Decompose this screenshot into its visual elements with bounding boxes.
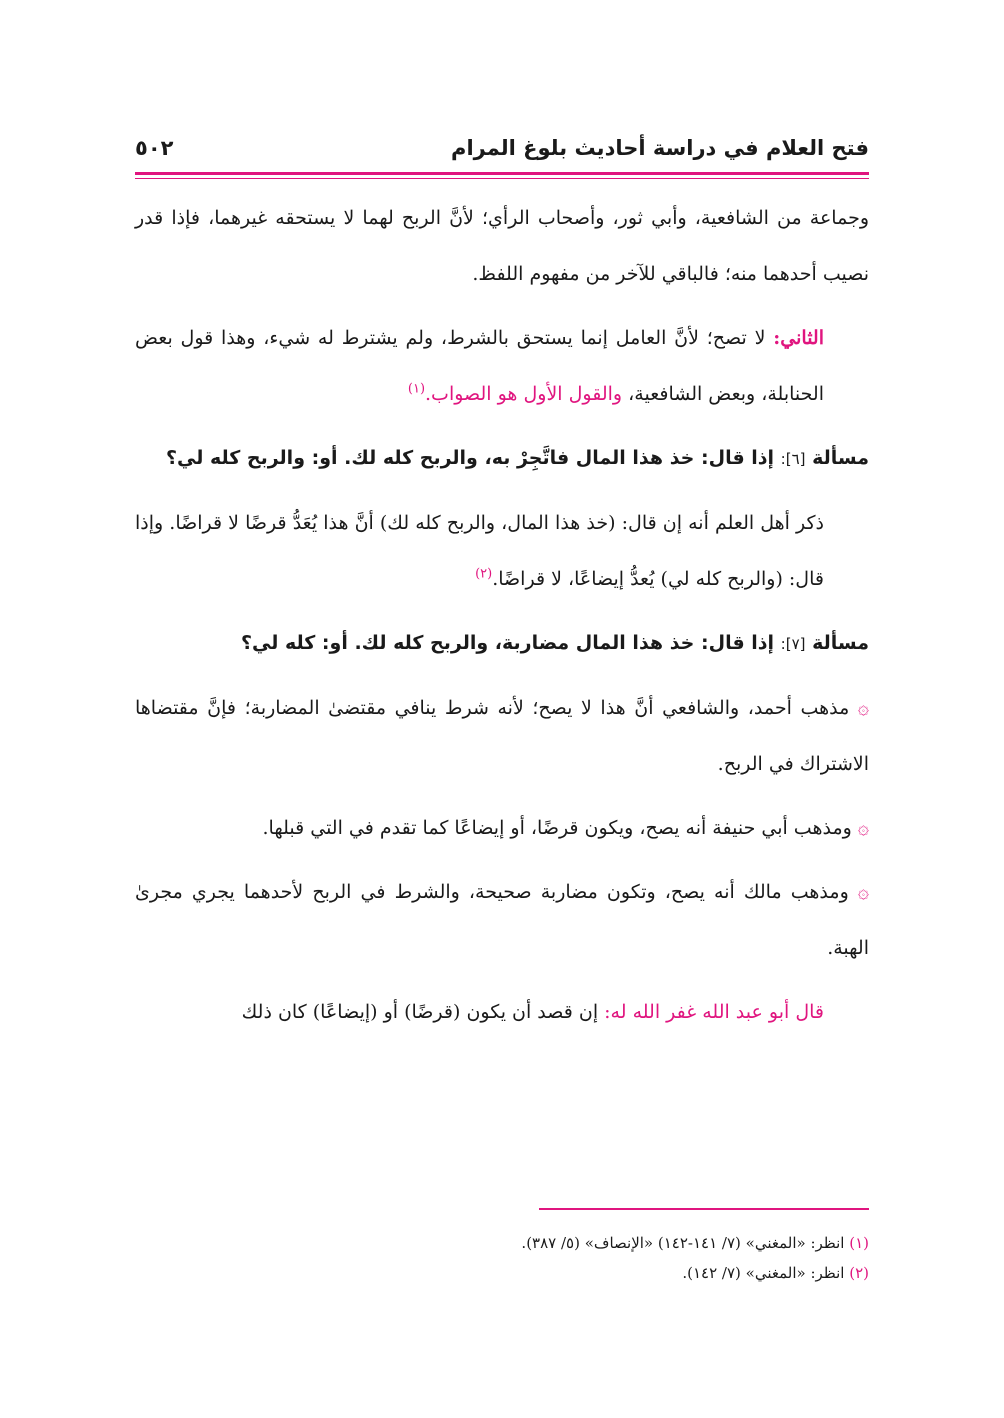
paragraph-text: ذكر أهل العلم أنه إن قال: (خذ هذا المال، والربح كله لك) أنَّ هذا يُعَدُّ قرضًا لا قراضًا. وإذا قال: (والربح كله لي) يُعدُّ إيضاعًا، لا قراضًا. — [135, 512, 824, 590]
footnote-number: (١) — [849, 1234, 869, 1252]
paragraph-second-opinion — [135, 310, 869, 422]
footnote-number: (٢) — [849, 1264, 869, 1282]
question-label: مسألة — [812, 632, 869, 654]
footnote-2 — [135, 1258, 869, 1288]
footnote-separator — [539, 1208, 869, 1210]
bullet-item-ahmad — [135, 680, 869, 792]
paragraph-author-opinion — [135, 984, 869, 1040]
footnote-ref-1[interactable]: (١) — [407, 381, 426, 397]
second-opinion-text: لا تصح؛ لأنَّ العامل إنما يستحق بالشرط، ولم يشترط له شيء، وهذا قول بعض الحنابلة، وبعض الشافعية، — [135, 327, 824, 405]
paragraph-text: وجماعة من الشافعية، وأبي ثور، وأصحاب الرأي؛ لأنَّ الربح لهما لا يستحقه غيرهما، فإذا قدر نصيب أحدهما منه؛ فالباقي للآخر من مفهوم اللفظ. — [135, 207, 869, 285]
flower-bullet-icon: ۞ — [857, 881, 869, 903]
question-text: إذا قال: خذ هذا المال مضاربة، والربح كله لك. أو: كله لي؟ — [240, 632, 781, 654]
bullet-text: ومذهب أبي حنيفة أنه يصح، ويكون قرضًا، أو إيضاعًا كما تقدم في التي قبلها. — [262, 817, 858, 839]
paragraph-continued — [135, 190, 869, 302]
preferred-opinion-text: والقول الأول هو الصواب. — [425, 383, 623, 405]
question-text: إذا قال: خذ هذا المال فاتَّجِرْ به، والربح كله لك. أو: والربح كله لي؟ — [165, 447, 781, 469]
paragraph-text: إن قصد أن يكون (قرضًا) أو (إيضاعًا) كان ذلك — [241, 1001, 605, 1023]
question-heading-7 — [135, 615, 869, 672]
bullet-text: ومذهب مالك أنه يصح، وتكون مضاربة صحيحة، والشرط في الربح لأحدهما يجري مجرىٰ الهبة. — [135, 881, 869, 959]
question-number: [٧]: — [780, 635, 806, 653]
footnote-ref-2[interactable]: (٢) — [475, 566, 493, 582]
main-text — [135, 190, 869, 1048]
bullet-text: مذهب أحمد، والشافعي أنَّ هذا لا يصح؛ لأنه شرط ينافي مقتضىٰ المضاربة؛ فإنَّ مقتضاها الاشتراك في الربح. — [135, 697, 869, 775]
header-rule-thin — [135, 178, 869, 179]
author-attribution: قال أبو عبد الله غفر الله له: — [604, 1001, 824, 1023]
page-number: ٥٠٢ — [135, 136, 174, 160]
page-header — [135, 128, 869, 168]
header-rule-thick — [135, 172, 869, 175]
paragraph-answer-6 — [135, 495, 869, 607]
bullet-item-malik — [135, 864, 869, 976]
footnotes — [135, 1228, 869, 1288]
book-title: فتح العلام في دراسة أحاديث بلوغ المرام — [451, 136, 869, 160]
flower-bullet-icon: ۞ — [857, 697, 869, 719]
footnote-text: انظر: «المغني» (٧/ ١٤٢). — [682, 1264, 850, 1282]
question-heading-6 — [135, 430, 869, 487]
second-opinion-label: الثاني: — [773, 327, 824, 349]
question-number: [٦]: — [780, 450, 806, 468]
question-label: مسألة — [812, 447, 869, 469]
bullet-item-abu-hanifa — [135, 800, 869, 856]
footnote-text: انظر: «المغني» (٧/ ١٤١-١٤٢) «الإنصاف» (٥/ ٣٨٧). — [521, 1234, 850, 1252]
footnote-1 — [135, 1228, 869, 1258]
flower-bullet-icon: ۞ — [857, 817, 869, 839]
